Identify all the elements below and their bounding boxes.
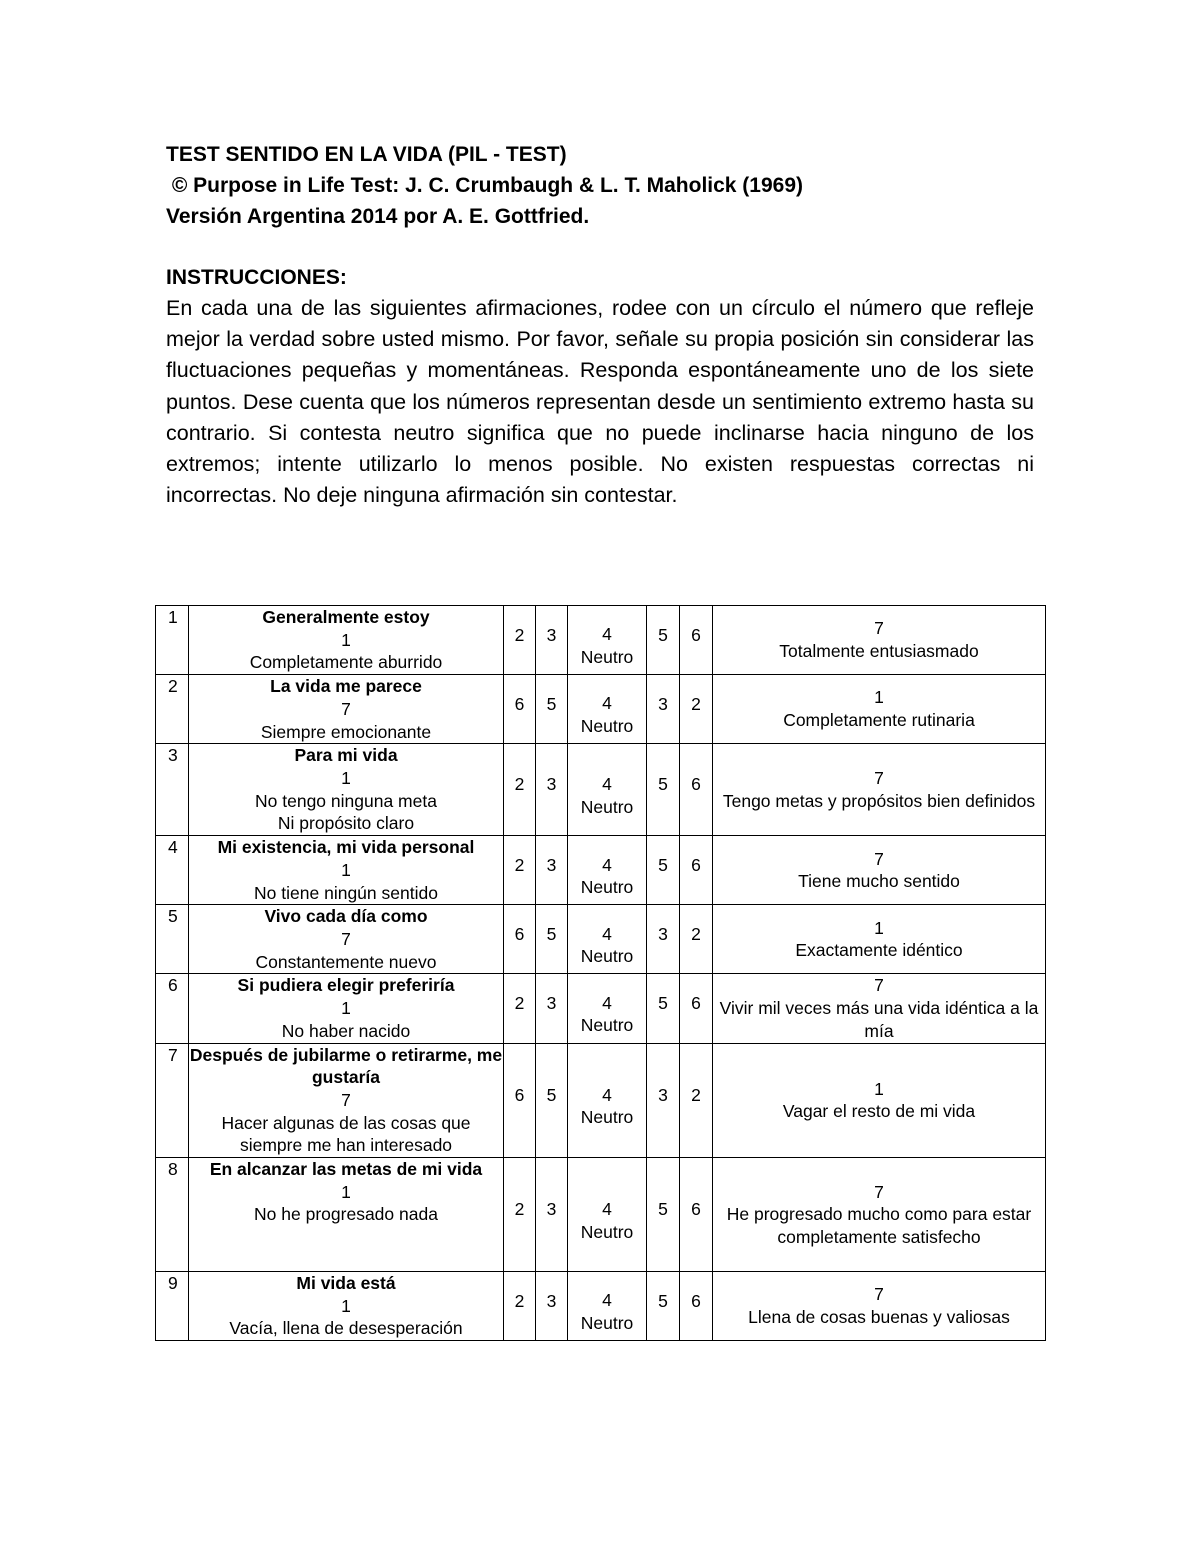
scale-cell <box>504 905 536 974</box>
right-pole-value[interactable]: 7 <box>874 1181 884 1202</box>
scale-option[interactable]: 3 <box>658 1084 668 1105</box>
item-statement: Mi vida está <box>296 1273 396 1294</box>
right-pole-text: Vagar el resto de mi vida <box>782 1101 976 1122</box>
scale-option[interactable]: 6 <box>691 993 701 1014</box>
scale-cell <box>504 1043 536 1158</box>
right-pole-cell <box>713 1158 1046 1272</box>
right-pole-text: Exactamente idéntico <box>795 940 963 961</box>
item-number: 2 <box>156 675 189 744</box>
scale-option[interactable]: 5 <box>658 624 668 645</box>
scale-option[interactable]: 2 <box>691 693 701 714</box>
scale-cell <box>680 905 713 974</box>
neutral-cell <box>568 905 647 974</box>
scale-cell <box>536 744 568 836</box>
left-pole-text: Hacer algunas de las cosas que siempre me han interesado <box>221 1112 471 1156</box>
scale-option-neutral[interactable]: 4 <box>602 923 612 944</box>
neutral-label: Neutro <box>580 1313 634 1334</box>
scale-option[interactable]: 2 <box>514 774 525 795</box>
neutral-label: Neutro <box>580 796 634 817</box>
right-pole-cell <box>713 1043 1046 1158</box>
scale-option-neutral[interactable]: 4 <box>602 1290 612 1311</box>
scale-option[interactable]: 2 <box>691 924 701 945</box>
scale-cell <box>504 1158 536 1272</box>
copyright-line: © Purpose in Life Test: J. C. Crumbaugh & L. T. Maholick (1969) <box>166 174 804 197</box>
scale-cell <box>680 1158 713 1272</box>
left-pole-value[interactable]: 7 <box>341 929 351 950</box>
scale-option[interactable]: 3 <box>546 624 557 645</box>
scale-option[interactable]: 6 <box>691 774 701 795</box>
scale-cell <box>504 974 536 1043</box>
scale-option[interactable]: 2 <box>691 1084 701 1105</box>
right-pole-cell <box>713 974 1046 1043</box>
item-statement: Después de jubilarme o retirarme, me gustaría <box>189 1044 503 1088</box>
scale-option[interactable]: 3 <box>546 854 557 875</box>
left-pole-value[interactable]: 1 <box>341 629 351 650</box>
item-statement-cell <box>189 744 504 836</box>
item-number: 4 <box>156 836 189 905</box>
right-pole-cell <box>713 744 1046 836</box>
item-number: 8 <box>156 1158 189 1272</box>
scale-cell <box>647 836 680 905</box>
right-pole-cell <box>713 905 1046 974</box>
neutral-cell <box>568 744 647 836</box>
right-pole-value[interactable]: 7 <box>874 975 884 996</box>
right-pole-cell <box>713 836 1046 905</box>
scale-option[interactable]: 5 <box>658 1199 668 1220</box>
right-pole-value[interactable]: 1 <box>874 917 884 938</box>
neutral-label: Neutro <box>580 946 634 967</box>
neutral-label: Neutro <box>580 877 634 898</box>
item-number: 7 <box>156 1043 189 1158</box>
scale-option[interactable]: 2 <box>514 854 525 875</box>
item-statement: Si pudiera elegir preferiría <box>237 975 455 996</box>
scale-cell <box>647 675 680 744</box>
scale-cell <box>680 606 713 675</box>
scale-cell <box>504 836 536 905</box>
scale-option[interactable]: 5 <box>658 1290 668 1311</box>
scale-cell <box>504 606 536 675</box>
right-pole-value[interactable]: 7 <box>874 618 884 639</box>
item-statement: En alcanzar las metas de mi vida <box>209 1159 483 1180</box>
item-row <box>156 1272 1046 1341</box>
item-row <box>156 836 1046 905</box>
neutral-cell <box>568 1043 647 1158</box>
scale-cell <box>647 974 680 1043</box>
scale-option[interactable]: 2 <box>514 624 525 645</box>
item-number: 3 <box>156 744 189 836</box>
scale-option-neutral[interactable]: 4 <box>602 693 612 714</box>
scale-cell <box>536 1272 568 1341</box>
scale-option[interactable]: 6 <box>691 1290 701 1311</box>
scale-cell <box>536 905 568 974</box>
scale-cell <box>536 836 568 905</box>
scale-cell <box>647 1043 680 1158</box>
scale-cell <box>680 1272 713 1341</box>
right-pole-text: Vivir mil veces más una vida idéntica a la mía <box>719 998 1039 1041</box>
right-pole-text: Completamente rutinaria <box>783 710 975 731</box>
right-pole-cell <box>713 675 1046 744</box>
scale-option[interactable]: 2 <box>514 1199 525 1220</box>
scale-option-neutral[interactable]: 4 <box>602 1198 612 1219</box>
scale-option[interactable]: 5 <box>546 924 557 945</box>
item-row <box>156 905 1046 974</box>
right-pole-value[interactable]: 1 <box>874 1078 884 1099</box>
instructions-body: En cada una de las siguientes afirmaciones, rodee con un círculo el número que refleje mejor la verdad sobre usted mismo. Por favor, señale su propia posición sin considerar las fluctuaciones pequeñas y momentáneas. Responda espontáneamente uno de los siete puntos. Dese cuenta que los números representan desde un sentimiento extremo hasta su contrario. Si contesta neutro significa que no puede inclinarse hacia ninguno de los extremos; intente utilizarlo lo menos posible. No existen respuestas correctas ni incorrectas. No deje ninguna afirmación sin contestar. <box>166 296 1034 508</box>
right-pole-text: Tengo metas y propósitos bien definidos <box>722 790 1036 811</box>
scale-cell <box>647 1158 680 1272</box>
scale-cell <box>647 744 680 836</box>
neutral-cell <box>568 1158 647 1272</box>
questionnaire-body <box>156 606 1046 1341</box>
instructions-heading: INSTRUCCIONES: <box>166 266 347 289</box>
scale-option[interactable]: 6 <box>514 1084 525 1105</box>
left-pole-value[interactable]: 1 <box>341 1181 351 1202</box>
item-statement: Para mi vida <box>294 745 398 766</box>
item-number: 6 <box>156 974 189 1043</box>
scale-option[interactable]: 5 <box>546 693 557 714</box>
scale-cell <box>504 1272 536 1341</box>
item-statement: Generalmente estoy <box>262 607 430 627</box>
left-pole-value[interactable]: 1 <box>341 767 351 788</box>
item-statement-cell <box>189 836 504 905</box>
item-statement: La vida me parece <box>270 676 422 697</box>
item-row <box>156 1043 1046 1158</box>
scale-option[interactable]: 6 <box>691 1199 701 1220</box>
scale-cell <box>680 675 713 744</box>
right-pole-value[interactable]: 7 <box>874 768 884 789</box>
right-pole-text: Tiene mucho sentido <box>798 871 960 892</box>
item-statement-cell <box>189 974 504 1043</box>
version-line: Versión Argentina 2014 por A. E. Gottfried. <box>166 205 590 228</box>
scale-option-neutral[interactable]: 4 <box>602 1084 612 1105</box>
item-number: 1 <box>156 606 189 675</box>
scale-option[interactable]: 3 <box>658 924 668 945</box>
right-pole-cell <box>713 606 1046 675</box>
neutral-cell <box>568 606 647 675</box>
scale-option-neutral[interactable]: 4 <box>602 992 612 1013</box>
left-pole-text: Constantemente nuevo <box>255 951 437 972</box>
left-pole-value[interactable]: 1 <box>341 1295 351 1316</box>
scale-cell <box>536 606 568 675</box>
item-row <box>156 1158 1046 1272</box>
scale-cell <box>647 905 680 974</box>
scale-option[interactable]: 6 <box>514 693 525 714</box>
scale-option[interactable]: 5 <box>658 854 668 875</box>
left-pole-text: No he progresado nada <box>254 1204 438 1225</box>
scale-cell <box>680 974 713 1043</box>
scale-cell <box>647 606 680 675</box>
neutral-cell <box>568 836 647 905</box>
questionnaire-table <box>155 605 1046 1341</box>
item-statement-cell <box>189 1043 504 1158</box>
neutral-cell <box>568 1272 647 1341</box>
item-number: 9 <box>156 1272 189 1341</box>
left-pole-value[interactable]: 7 <box>341 698 351 719</box>
scale-option[interactable]: 3 <box>546 993 557 1014</box>
left-pole-text: No haber nacido <box>281 1020 411 1041</box>
scale-option[interactable]: 6 <box>691 624 701 645</box>
scale-option[interactable]: 6 <box>691 854 701 875</box>
scale-option-neutral[interactable]: 4 <box>602 854 612 875</box>
item-row <box>156 606 1046 675</box>
scale-option[interactable]: 3 <box>546 1290 557 1311</box>
item-row <box>156 974 1046 1043</box>
scale-option-neutral[interactable]: 4 <box>602 774 612 795</box>
neutral-cell <box>568 675 647 744</box>
scale-option[interactable]: 2 <box>514 993 525 1014</box>
scale-cell <box>504 675 536 744</box>
item-statement-cell <box>189 606 504 675</box>
scale-cell <box>680 1043 713 1158</box>
scale-option[interactable]: 3 <box>658 693 668 714</box>
scale-cell <box>680 744 713 836</box>
scale-option-neutral[interactable]: 4 <box>602 624 612 645</box>
neutral-label: Neutro <box>580 647 634 668</box>
neutral-cell <box>568 974 647 1043</box>
scale-cell <box>536 1158 568 1272</box>
scale-option[interactable]: 3 <box>546 774 557 795</box>
item-statement-cell <box>189 1272 504 1341</box>
scale-option[interactable]: 5 <box>658 774 668 795</box>
item-statement-cell <box>189 905 504 974</box>
scale-cell <box>536 974 568 1043</box>
left-pole-text: No tengo ninguna meta Ni propósito claro <box>255 790 437 834</box>
scale-cell <box>536 675 568 744</box>
scale-option[interactable]: 3 <box>546 1199 557 1220</box>
right-pole-text: Totalmente entusiasmado <box>779 641 979 662</box>
right-pole-text: Llena de cosas buenas y valiosas <box>748 1307 1010 1328</box>
scale-option[interactable]: 6 <box>514 924 525 945</box>
scale-cell <box>680 836 713 905</box>
item-statement-cell <box>189 675 504 744</box>
item-row <box>156 675 1046 744</box>
scale-option[interactable]: 5 <box>546 1084 557 1105</box>
left-pole-value[interactable]: 1 <box>341 859 351 880</box>
scale-option[interactable]: 5 <box>658 993 668 1014</box>
right-pole-text: He progresado mucho como para estar completamente satisfecho <box>726 1204 1032 1247</box>
left-pole-value[interactable]: 7 <box>341 1089 351 1110</box>
left-pole-text: Siempre emocionante <box>260 721 432 742</box>
document-header <box>166 139 1034 232</box>
neutral-label: Neutro <box>580 1221 634 1242</box>
neutral-label: Neutro <box>580 716 634 737</box>
neutral-label: Neutro <box>580 1107 634 1128</box>
left-pole-text: Completamente aburrido <box>249 652 443 673</box>
item-number: 5 <box>156 905 189 974</box>
scale-cell <box>504 744 536 836</box>
item-statement: Mi existencia, mi vida personal <box>217 837 475 858</box>
right-pole-value[interactable]: 7 <box>874 848 884 869</box>
left-pole-value[interactable]: 1 <box>341 998 351 1019</box>
right-pole-value[interactable]: 7 <box>874 1284 884 1305</box>
left-pole-text: No tiene ningún sentido <box>254 882 438 903</box>
right-pole-value[interactable]: 1 <box>874 687 884 708</box>
document-title: TEST SENTIDO EN LA VIDA (PIL - TEST) <box>166 143 567 166</box>
scale-option[interactable]: 2 <box>514 1290 525 1311</box>
scale-cell <box>536 1043 568 1158</box>
item-statement-cell <box>189 1158 504 1272</box>
scale-cell <box>647 1272 680 1341</box>
item-row <box>156 744 1046 836</box>
neutral-label: Neutro <box>580 1015 634 1036</box>
left-pole-text: Vacía, llena de desesperación <box>229 1318 463 1339</box>
right-pole-cell <box>713 1272 1046 1341</box>
item-statement: Vivo cada día como <box>264 906 428 927</box>
